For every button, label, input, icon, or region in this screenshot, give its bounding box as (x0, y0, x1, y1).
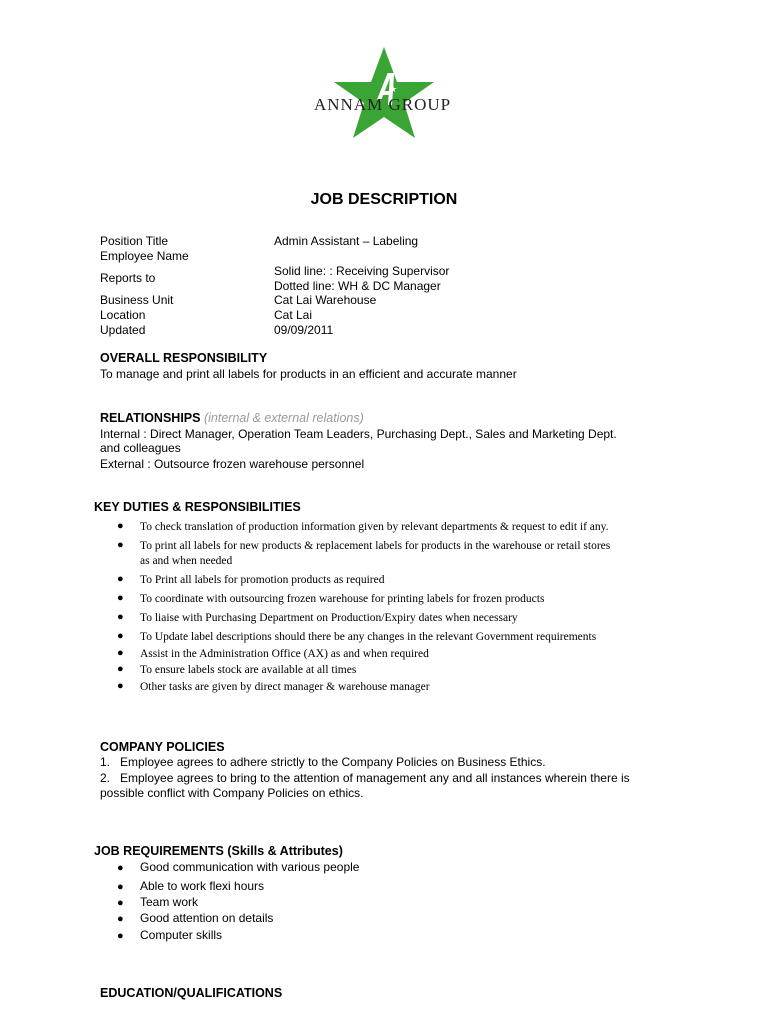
relationships-internal-1: Internal : Direct Manager, Operation Team Leaders, Purchasing Dept., Sales and Marketing Dept. (100, 427, 617, 441)
bullet-icon: ● (117, 539, 124, 551)
relationships-title: RELATIONSHIPS (100, 411, 201, 425)
policy-line-1: 1. Employee agrees to adhere strictly to the Company Policies on Business Ethics. (100, 755, 546, 769)
duty-item-continuation: as and when needed (140, 555, 233, 567)
location-value: Cat Lai (274, 308, 313, 322)
overall-heading: OVERALL RESPONSIBILITY (100, 351, 268, 365)
bullet-icon: ● (117, 647, 124, 659)
bullet-icon: ● (117, 881, 124, 893)
reports-dotted-line: Dotted line: WH & DC Manager (274, 279, 441, 293)
duty-item: Other tasks are given by direct manager & warehouse manager (140, 681, 430, 693)
duty-item: To coordinate with outsourcing frozen warehouse for printing labels for frozen products (140, 593, 545, 605)
relationships-internal-2: and colleagues (100, 441, 181, 455)
reports-to-label: Reports to (100, 271, 156, 285)
duty-item: To print all labels for new products & replacement labels for products in the warehouse or retail stores (140, 540, 611, 552)
updated-label: Updated (100, 323, 146, 337)
requirement-item: Good attention on details (140, 911, 274, 925)
bullet-icon: ● (117, 913, 124, 925)
duty-item: To check translation of production information given by relevant departments & request to edit if any. (140, 521, 609, 533)
bullet-icon: ● (117, 573, 124, 585)
reports-solid-line: Solid line: : Receiving Supervisor (274, 264, 450, 278)
requirement-item: Team work (140, 895, 199, 909)
bullet-icon: ● (117, 862, 124, 874)
bullet-icon: ● (117, 897, 124, 909)
overall-text: To manage and print all labels for products in an efficient and accurate manner (100, 367, 517, 381)
bullet-icon: ● (117, 611, 124, 623)
duty-item: To liaise with Purchasing Department on Production/Expiry dates when necessary (140, 612, 518, 624)
page-title: JOB DESCRIPTION (310, 191, 458, 208)
duty-item: To ensure labels stock are available at all times (140, 664, 357, 676)
updated-value: 09/09/2011 (274, 323, 334, 337)
logo-brand-text: ANNAM GROUP (314, 95, 452, 114)
bullet-icon: ● (117, 663, 124, 675)
policy-line-2: 2. Employee agrees to bring to the attention of management any and all instances wherein there is (100, 771, 630, 785)
business-unit-label: Business Unit (100, 293, 174, 307)
requirement-item: Good communication with various people (140, 860, 360, 874)
bullet-icon: ● (117, 930, 124, 942)
svg-text:★: ★ (389, 84, 398, 94)
employee-name-label: Employee Name (100, 249, 189, 263)
duty-item: Assist in the Administration Office (AX) as and when required (140, 648, 429, 660)
requirements-heading: JOB REQUIREMENTS (Skills & Attributes) (94, 844, 343, 858)
relationships-note: (internal & external relations) (203, 411, 364, 425)
policies-heading: COMPANY POLICIES (100, 740, 225, 754)
relationships-heading (100, 411, 364, 425)
company-logo (317, 45, 453, 140)
duty-item: To Print all labels for promotion products as required (140, 574, 385, 586)
requirement-item: Able to work flexi hours (140, 879, 265, 893)
business-unit-value: Cat Lai Warehouse (274, 293, 377, 307)
requirement-item: Computer skills (140, 928, 223, 942)
duty-item: To Update label descriptions should there be any changes in the relevant Government requirements (140, 631, 597, 643)
relationships-external: External : Outsource frozen warehouse personnel (100, 457, 365, 471)
bullet-icon: ● (117, 630, 124, 642)
education-heading: EDUCATION/QUALIFICATIONS (100, 986, 283, 1000)
bullet-icon: ● (117, 520, 124, 532)
bullet-icon: ● (117, 680, 124, 692)
location-label: Location (100, 308, 146, 322)
duties-heading: KEY DUTIES & RESPONSIBILITIES (94, 500, 301, 514)
policy-line-3: possible conflict with Company Policies on ethics. (100, 786, 364, 800)
position-title-label: Position Title (100, 234, 169, 248)
bullet-icon: ● (117, 592, 124, 604)
position-title-value: Admin Assistant – Labeling (274, 234, 419, 248)
